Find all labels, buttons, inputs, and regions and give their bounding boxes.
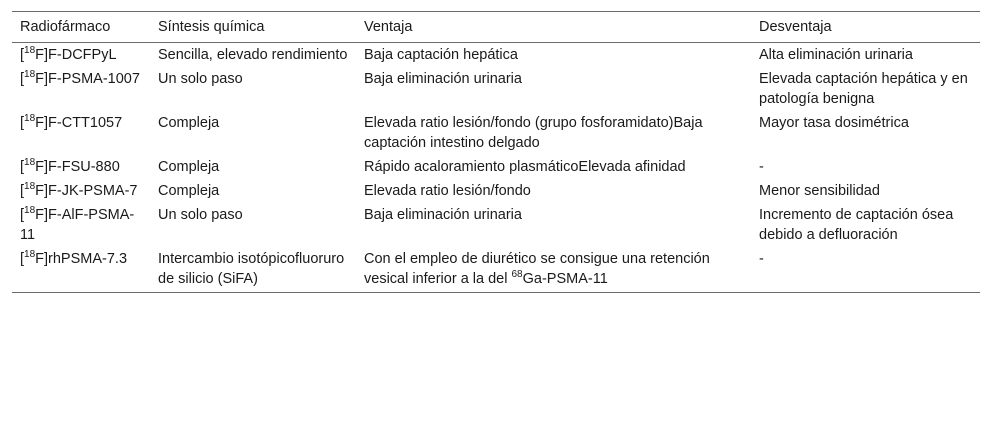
radiofarmaco-name: F]rhPSMA-7.3 — [35, 251, 128, 267]
header-desventaja: Desventaja — [751, 12, 980, 43]
cell-sintesis: Intercambio isotópicofluoruro de silicio (SiFA) — [150, 247, 356, 293]
table-row — [12, 155, 980, 179]
cell-desventaja: Incremento de captación ósea debido a defluoración — [759, 207, 954, 243]
cell-radiofarmaco: [$^{18}$F]F-CTT1057 — [20, 113, 123, 131]
table-header — [12, 12, 980, 43]
header-radiofarmaco: Radiofármaco — [12, 12, 150, 43]
table-row — [12, 179, 980, 203]
cell-ventaja: Rápido acaloramiento plasmáticoElevada afinidad — [364, 159, 686, 175]
header-ventaja: Ventaja — [356, 12, 751, 43]
cell-ventaja: Baja captación hepática — [364, 47, 518, 63]
cell-desventaja: Alta eliminación urinaria — [759, 47, 913, 63]
isotope-superscript: 18 — [24, 157, 36, 169]
cell-sintesis: Un solo paso — [158, 207, 243, 223]
cell-ventaja: Baja eliminación urinaria — [364, 207, 522, 223]
table-row — [12, 247, 980, 293]
cell-radiofarmaco: [$^{18}$F]F-PSMA-1007 — [20, 69, 140, 87]
radiofarmaco-name: F-DCFPyL — [48, 47, 117, 63]
cell-ventaja: Elevada ratio lesión/fondo (grupo fosforamidato)Baja captación intestino delgado — [364, 115, 703, 151]
isotope-superscript: 18 — [24, 69, 36, 81]
cell-sintesis: Compleja — [158, 115, 220, 131]
radiopharmaceutical-table — [12, 11, 980, 293]
cell-radiofarmaco: [$^{18}$F]rhPSMA-7.3 — [12, 247, 150, 293]
ventaja-text-pre: Con el empleo de diurético se consigue una retención vesical inferior a la del — [364, 251, 710, 287]
table-row — [12, 67, 980, 111]
radiofarmaco-name: F-CTT1057 — [48, 115, 123, 131]
radiofarmaco-name: F-PSMA-1007 — [48, 71, 140, 87]
radiopharmaceutical-table-container — [12, 11, 980, 293]
isotope-superscript: 18 — [24, 45, 36, 57]
cell-radiofarmaco: [$^{18}$F]F-DCFPyL — [20, 45, 117, 63]
cell-ventaja — [356, 247, 751, 293]
isotope-superscript-ga: 68 — [511, 269, 523, 281]
isotope-superscript: 18 — [24, 113, 36, 125]
radiofarmaco-name: F-JK-PSMA-7 — [48, 183, 138, 199]
cell-desventaja: - — [759, 159, 764, 175]
cell-sintesis: Compleja — [158, 159, 220, 175]
table-row — [12, 111, 980, 155]
cell-desventaja: Elevada captación hepática y en patología benigna — [759, 71, 968, 107]
header-row — [12, 12, 980, 43]
cell-radiofarmaco: [$^{18}$F]F-JK-PSMA-7 — [20, 181, 138, 199]
isotope-superscript: 18 — [24, 205, 36, 217]
table-row — [12, 43, 980, 68]
cell-ventaja: Elevada ratio lesión/fondo — [364, 183, 531, 199]
cell-sintesis: Un solo paso — [158, 71, 243, 87]
radiofarmaco-name: F-FSU-880 — [48, 159, 120, 175]
cell-desventaja: Mayor tasa dosimétrica — [759, 115, 909, 131]
cell-ventaja: Baja eliminación urinaria — [364, 71, 522, 87]
isotope-superscript: 18 — [24, 181, 36, 193]
header-sintesis: Síntesis química — [150, 12, 356, 43]
cell-sintesis: Sencilla, elevado rendimiento — [158, 47, 348, 63]
cell-sintesis: Compleja — [158, 183, 220, 199]
radiofarmaco-name: F-AlF-PSMA-11 — [20, 207, 135, 243]
table-body — [12, 43, 980, 293]
cell-desventaja: - — [751, 247, 980, 293]
cell-desventaja: Menor sensibilidad — [759, 183, 880, 199]
isotope-superscript: 18 — [24, 249, 36, 261]
cell-radiofarmaco: [$^{18}$F]F-AlF-PSMA-11 — [20, 205, 135, 243]
cell-radiofarmaco: [$^{18}$F]F-FSU-880 — [20, 157, 120, 175]
ventaja-text-post: Ga-PSMA-11 — [522, 271, 608, 287]
table-row — [12, 203, 980, 247]
